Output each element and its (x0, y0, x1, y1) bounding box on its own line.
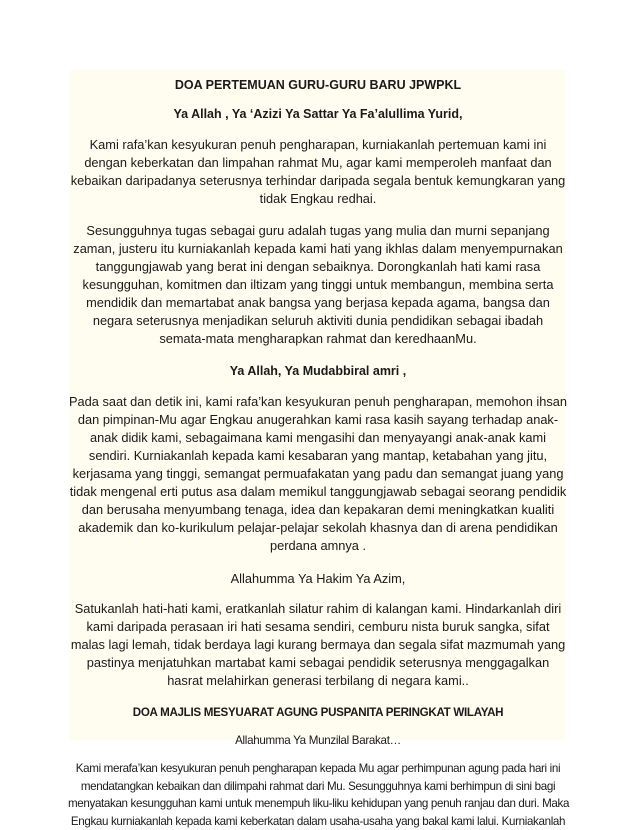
paragraph-line: Satukanlah hati-hati kami, eratkanlah silatur rahim di kalangan kami. Hindarkanlah diri (66, 600, 570, 618)
paragraph-line: mendatangkan kebaikan dan dilimpahi rahmat dari Mu. Sesungguhnya kami berhimpun di sini bagi (68, 778, 568, 796)
doc1-invocation-3: Allahumma Ya Hakim Ya Azim, (70, 571, 566, 586)
doc2-title: DOA MAJLIS MESYUARAT AGUNG PUSPANITA PERINGKAT WILAYAH (70, 706, 566, 720)
paragraph-line: hasrat melahirkan generasi terbilang di negara kami.. (66, 672, 570, 690)
paragraph-line: semata-mata mengharapkan rahmat dan keredhaanMu. (66, 330, 570, 348)
paragraph-line: kebaikan daripadanya seterusnya terhindar daripada segala bentuk kemungkaran yang (66, 172, 570, 190)
paragraph-line: pastinya menjatuhkan martabat kami sebagai pendidik seterusnya menggagalkan (66, 654, 570, 672)
doc1-paragraph-3 (66, 393, 570, 555)
paragraph-line: menyatakan kesungguhan kami untuk menempuh liku-liku kehidupan yang penuh ranjau dan duri. Maka (68, 795, 568, 813)
document-body (70, 70, 566, 830)
paragraph-line: zaman, justeru itu kurniakanlah kepada kami hati yang ikhlas dalam menyempurnakan (66, 240, 570, 258)
paragraph-line: Pada saat dan detik ini, kami rafa’kan kesyukuran penuh pengharapan, memohon ihsan (66, 393, 570, 411)
paragraph-line: Sesungguhnya tugas sebagai guru adalah tugas yang mulia dan murni sepanjang (66, 222, 570, 240)
doc1-paragraph-4 (66, 600, 570, 690)
paragraph-line: Kami rafa’kan kesyukuran penuh pengharapan, kurniakanlah pertemuan kami ini (66, 136, 570, 154)
paragraph-line: anak didik kami, sebagaimana kami mengasihi dan menyayangi anak-anak kami (66, 429, 570, 447)
paragraph-line: Kami merafa’kan kesyukuran penuh pengharapan kepada Mu agar perhimpunan agung pada hari ini (68, 760, 568, 778)
paragraph-line: perdana amnya . (66, 537, 570, 555)
doc1-invocation-1: Ya Allah , Ya ‘Azizi Ya Sattar Ya Fa’alullima Yurid, (70, 107, 566, 122)
paragraph-line: negara seterusnya menjadikan seluruh aktiviti dunia pendidikan sebagai ibadah (66, 312, 570, 330)
paragraph-line: tidak mengenal erti putus asa dalam memikul tanggungjawab sebagai seorang pendidik (66, 483, 570, 501)
paragraph-line: malas lagi lemah, tidak berdaya lagi kurang bermaya dan segala sifat mazmumah yang (66, 636, 570, 654)
doc1-paragraph-2 (66, 222, 570, 348)
doc2-paragraph-1 (68, 760, 568, 830)
doc2-invocation-1: Allahumma Ya Munzilal Barakat… (70, 734, 566, 748)
paragraph-line: tidak Engkau redhai. (66, 190, 570, 208)
paragraph-line: kami daripada perasaan iri hati sesama sendiri, cemburu nista buruk sangka, sifat (66, 618, 570, 636)
paragraph-line: dan berusaha menyumbang tenaga, idea dan kepakaran demi meningkatkan kualiti (66, 501, 570, 519)
paragraph-line: sendiri. Kurniakanlah kepada kami kesabaran yang mantap, ketabahan yang jitu, (66, 447, 570, 465)
paragraph-line: kerjasama yang tinggi, semangat permuafakatan yang padu dan semangat juang yang (66, 465, 570, 483)
paragraph-line: akademik dan ko-kurikulum pelajar-pelajar sekolah khasnya dan di arena pendidikan (66, 519, 570, 537)
doc1-paragraph-1 (66, 136, 570, 208)
doc1-invocation-2: Ya Allah, Ya Mudabbiral amri , (70, 364, 566, 379)
paragraph-line: dan pimpinan-Mu agar Engkau anugerahkan kami rasa kasih sayang terhadap anak- (66, 411, 570, 429)
paragraph-line: kesungguhan, komitmen dan iltizam yang tinggi untuk membangun, membina serta (66, 276, 570, 294)
paragraph-line: tanggungjawab yang berat ini dengan sebaiknya. Dorongkanlah hati kami rasa (66, 258, 570, 276)
paragraph-line: dengan keberkatan dan limpahan rahmat Mu, agar kami memperoleh manfaat dan (66, 154, 570, 172)
doc1-title: DOA PERTEMUAN GURU-GURU BARU JPWPKL (70, 78, 566, 93)
paragraph-line: mendidik dan memartabat anak bangsa yang berjasa kepada agama, bangsa dan (66, 294, 570, 312)
paragraph-line: Engkau kurniakanlah kepada kami keberkatan dalam usaha-usaha yang bakal kami lalui. Kurniakanlah (68, 813, 568, 830)
